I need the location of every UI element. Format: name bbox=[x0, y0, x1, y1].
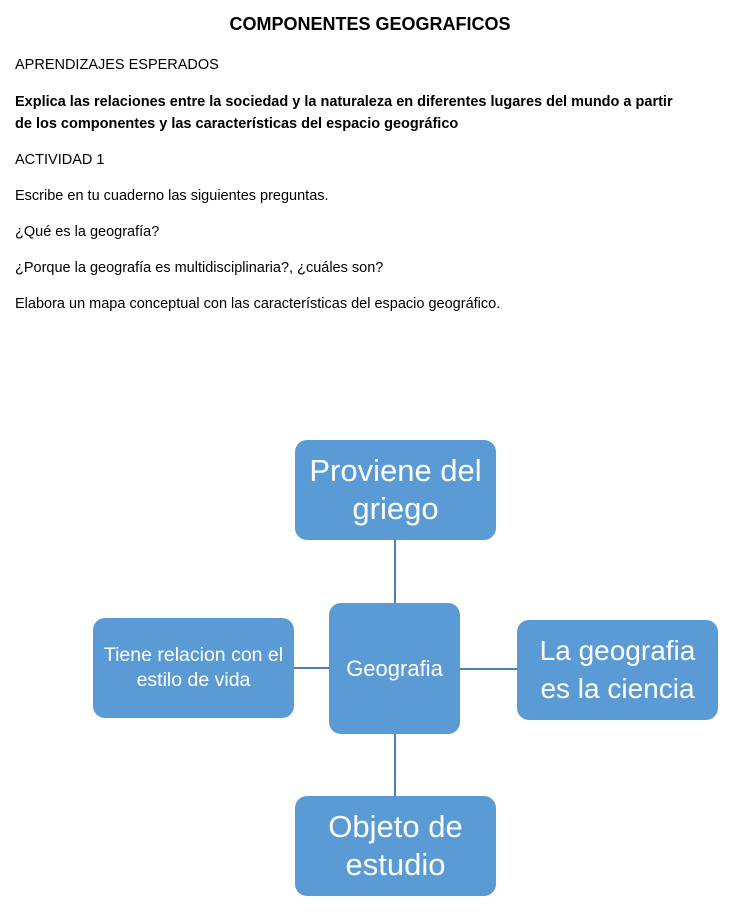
concept-node-bottom bbox=[295, 796, 496, 896]
connector-left bbox=[294, 667, 330, 669]
question-1: ¿Qué es la geografía? bbox=[15, 224, 160, 240]
instruction-text: Escribe en tu cuaderno las siguientes preguntas. bbox=[15, 188, 329, 204]
concept-node-center bbox=[329, 603, 460, 734]
expected-learning-heading: APRENDIZAJES ESPERADOS bbox=[15, 57, 219, 73]
connector-right bbox=[460, 668, 517, 670]
expected-learning-text-line-2: de los componentes y las características del espacio geográfico bbox=[15, 116, 459, 132]
activity-heading: ACTIVIDAD 1 bbox=[15, 152, 105, 168]
connector-bottom bbox=[394, 733, 396, 796]
concept-node-left-label: Tiene relacion con el estilo de vida bbox=[103, 644, 284, 691]
page-title: COMPONENTES GEOGRAFICOS bbox=[229, 14, 511, 34]
concept-node-top-label: Proviene del griego bbox=[309, 453, 482, 526]
concept-node-left bbox=[93, 618, 294, 718]
expected-learning-text-line-1: Explica las relaciones entre la sociedad y la naturaleza en diferentes lugares del mundo a partir bbox=[15, 94, 673, 110]
question-2: ¿Porque la geografía es multidisciplinaria?, ¿cuáles son? bbox=[15, 260, 384, 276]
connector-top bbox=[394, 539, 396, 603]
concept-node-center-label: Geografia bbox=[346, 655, 443, 681]
concept-node-bottom-label: Objeto de estudio bbox=[328, 809, 463, 882]
concept-node-right-label: La geografia es la ciencia bbox=[539, 635, 696, 704]
task-text: Elabora un mapa conceptual con las características del espacio geográfico. bbox=[15, 296, 501, 312]
concept-node-right bbox=[517, 620, 718, 720]
concept-node-top bbox=[295, 440, 496, 540]
